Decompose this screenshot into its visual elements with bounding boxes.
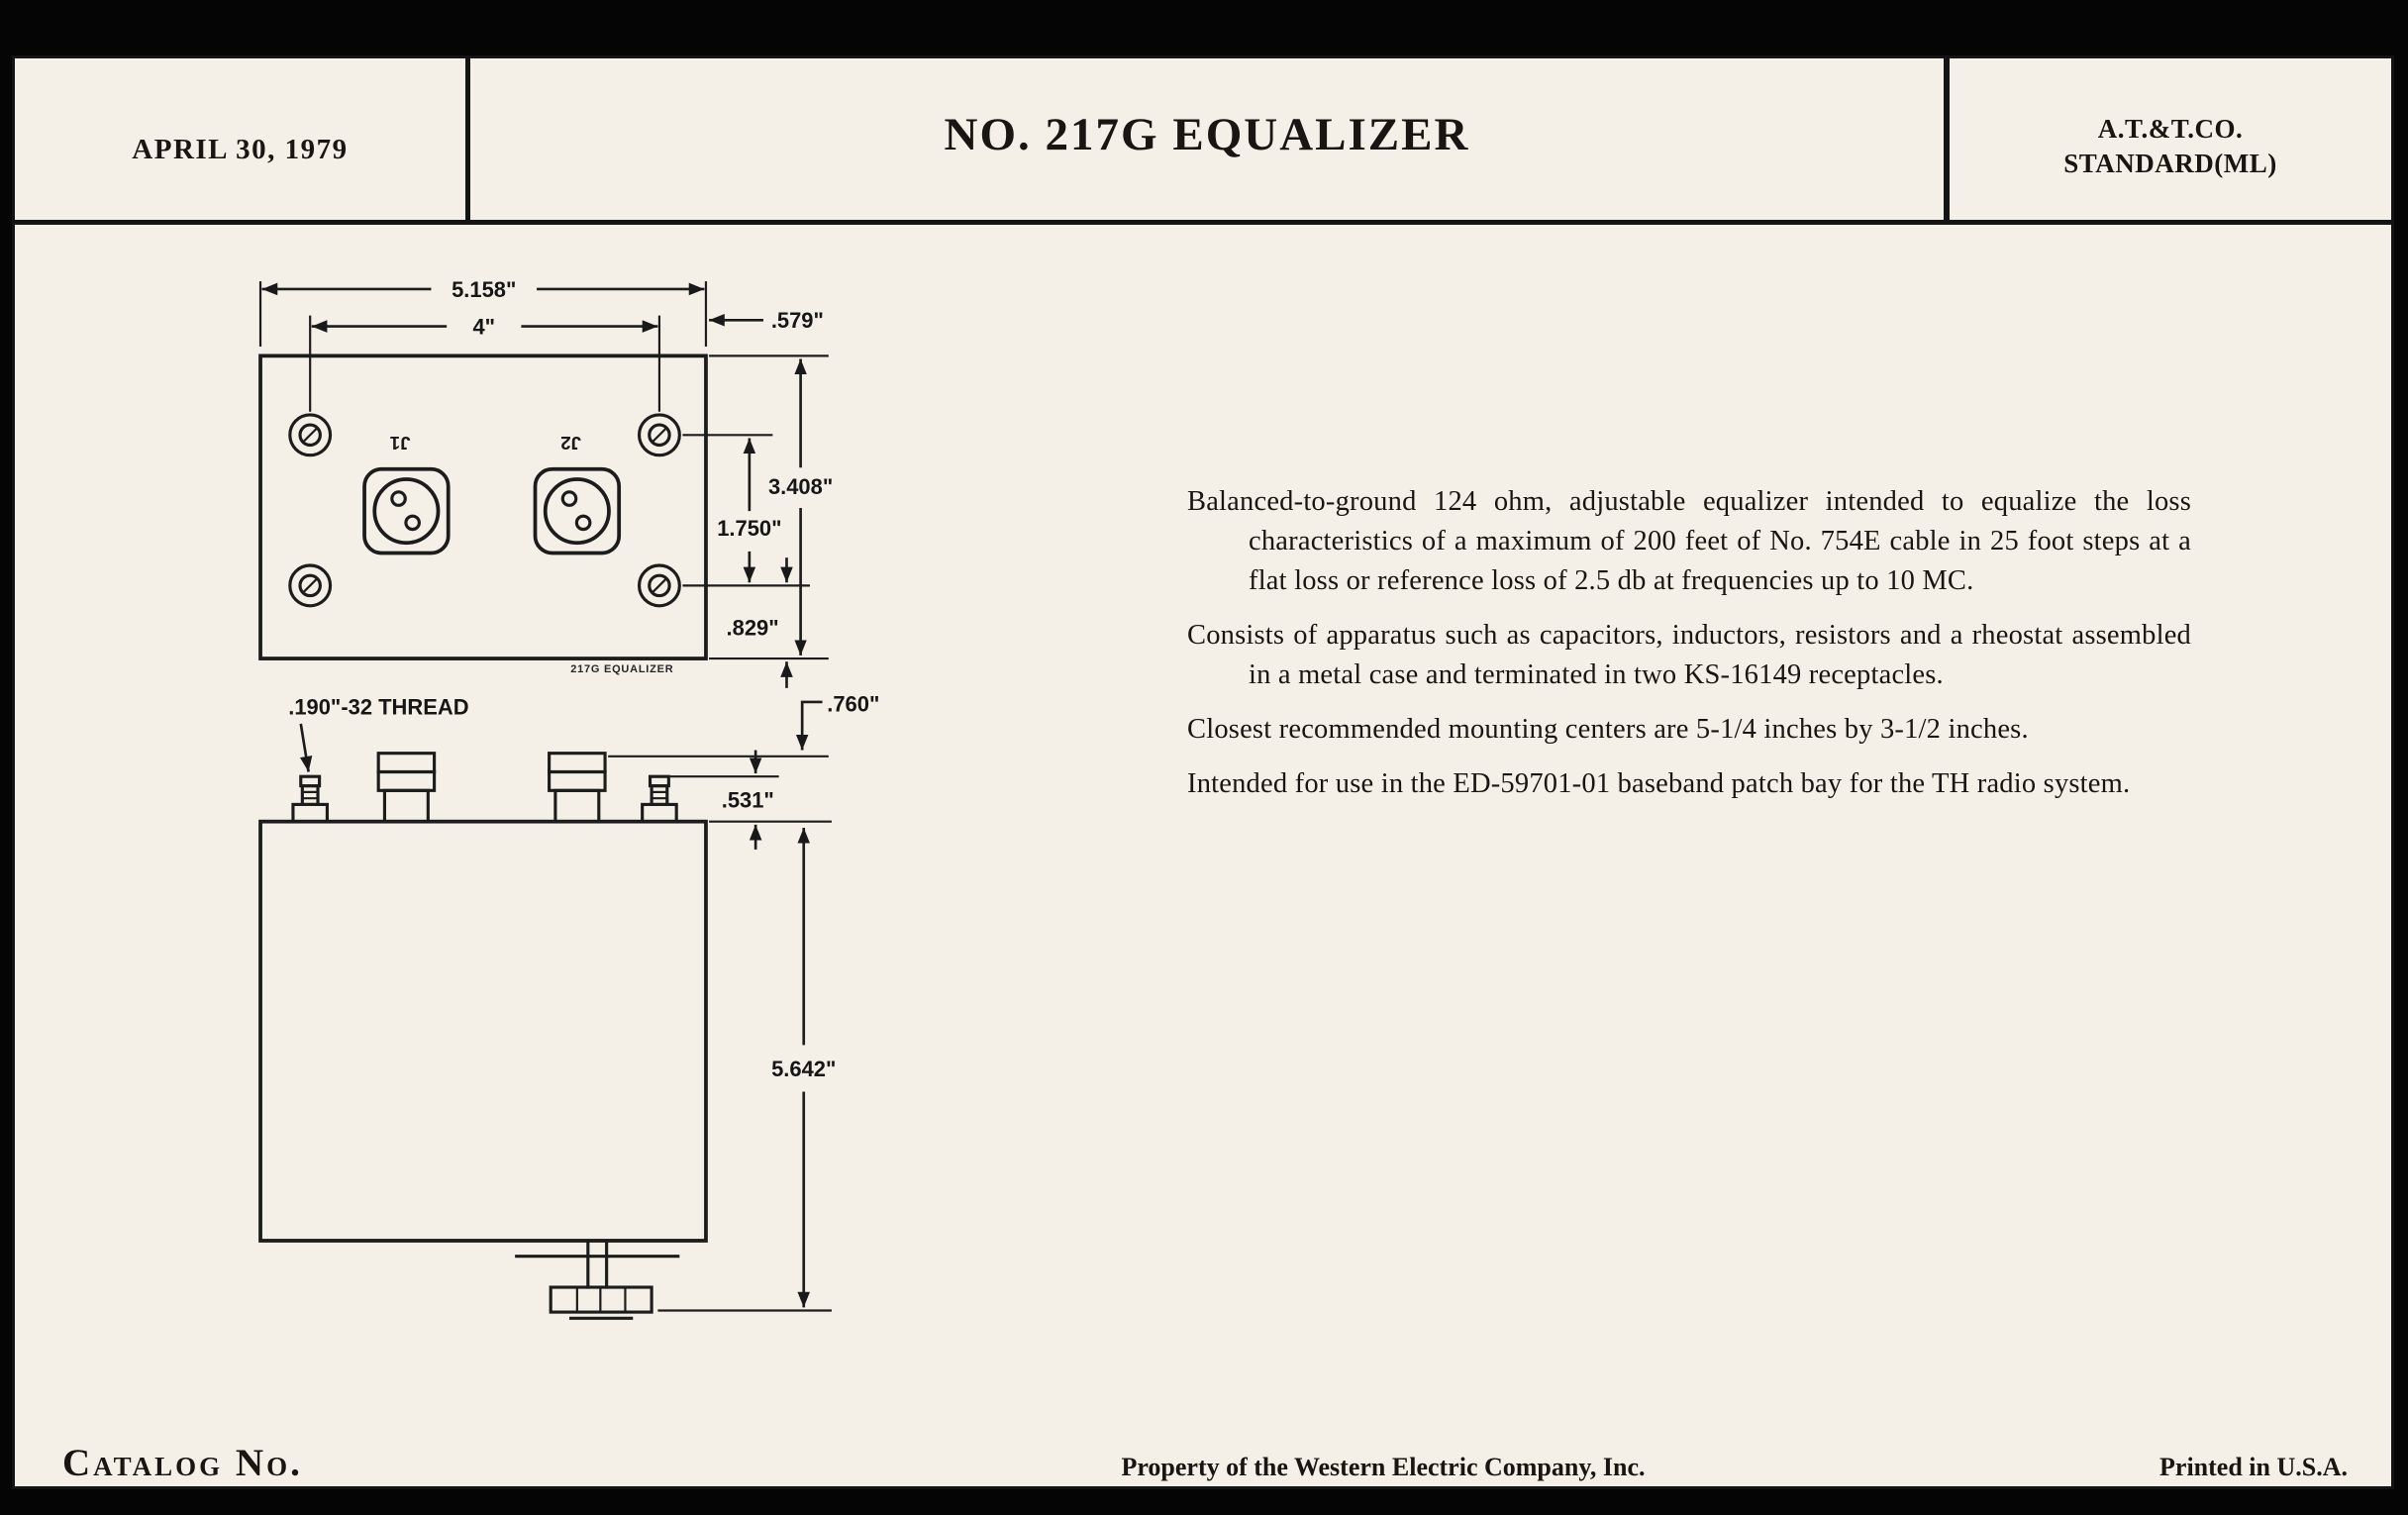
description-block	[1187, 482, 2191, 819]
equalizer-case	[260, 822, 706, 1241]
receptacle-barrel	[550, 754, 605, 822]
mounting-screw	[290, 565, 331, 606]
dim-post-height: .531"	[721, 787, 774, 813]
threaded-post	[643, 776, 676, 821]
description-paragraph: Consists of apparatus such as capacitors, inductors, resistors and a rheostat assembled in a metal case and terminated in two KS-16149 receptacles.	[1187, 620, 2191, 690]
mounting-screw	[290, 415, 331, 455]
document-page	[12, 55, 2394, 1489]
receptacle-barrel	[378, 754, 434, 822]
jack1-label: J1	[389, 432, 411, 454]
dim-case-overall-height: 5.642"	[771, 1056, 837, 1081]
catalog-number-label: Catalog No.	[62, 1442, 303, 1484]
header-divider-right	[1944, 58, 1950, 220]
issue-date: APRIL 30, 1979	[132, 134, 349, 165]
mounting-screw	[640, 415, 680, 455]
dim-edge-offset: .579"	[770, 308, 824, 334]
mounting-screw	[640, 565, 680, 606]
property-notice: Property of the Western Electric Company, Inc.	[1121, 1453, 1646, 1481]
dim-overall-width: 5.158"	[452, 276, 517, 302]
printed-notice: Printed in U.S.A.	[2159, 1453, 2348, 1481]
thread-callout: .190"-32 THREAD	[288, 694, 469, 720]
top-view	[260, 277, 833, 688]
org-standard-block	[1950, 112, 2391, 181]
page-title: NO. 217G EQUALIZER	[944, 109, 1470, 160]
dim-mounting-width: 4"	[472, 314, 496, 340]
description-paragraph: Intended for use in the ED-59701-01 baseband patch bay for the TH radio system.	[1187, 768, 2131, 799]
description-paragraph: Balanced-to-ground 124 ohm, adjustable equalizer intended to equalize the loss characteristics of a maximum of 200 feet of No. 754E cable in 25 foot steps at a flat loss or reference loss of 2.5 db at frequencies up to 10 MC.	[1187, 486, 2191, 596]
jack2-label: J2	[560, 432, 582, 454]
org-name: A.T.&T.CO.	[2097, 114, 2244, 144]
threaded-post	[293, 776, 327, 821]
dim-mounting-height: 1.750"	[717, 516, 782, 542]
rheostat-shaft	[517, 1241, 678, 1318]
dim-bottom-offset: .829"	[726, 615, 779, 641]
equalizer-faceplate	[260, 355, 706, 658]
receptacle-j2	[536, 469, 620, 554]
description-paragraph: Closest recommended mounting centers are 5-1/4 inches by 3-1/2 inches.	[1187, 714, 2029, 745]
receptacle-j1	[364, 469, 449, 554]
faceplate-stamp: 217G EQUALIZER	[570, 663, 674, 676]
side-view	[260, 691, 879, 1318]
dim-receptacle-height: .760"	[827, 691, 880, 717]
header-divider-left	[465, 58, 470, 220]
dim-overall-height: 3.408"	[767, 473, 834, 499]
page-header	[15, 58, 2391, 225]
technical-drawing	[31, 262, 993, 1350]
org-standard: STANDARD(ML)	[2063, 149, 2277, 178]
